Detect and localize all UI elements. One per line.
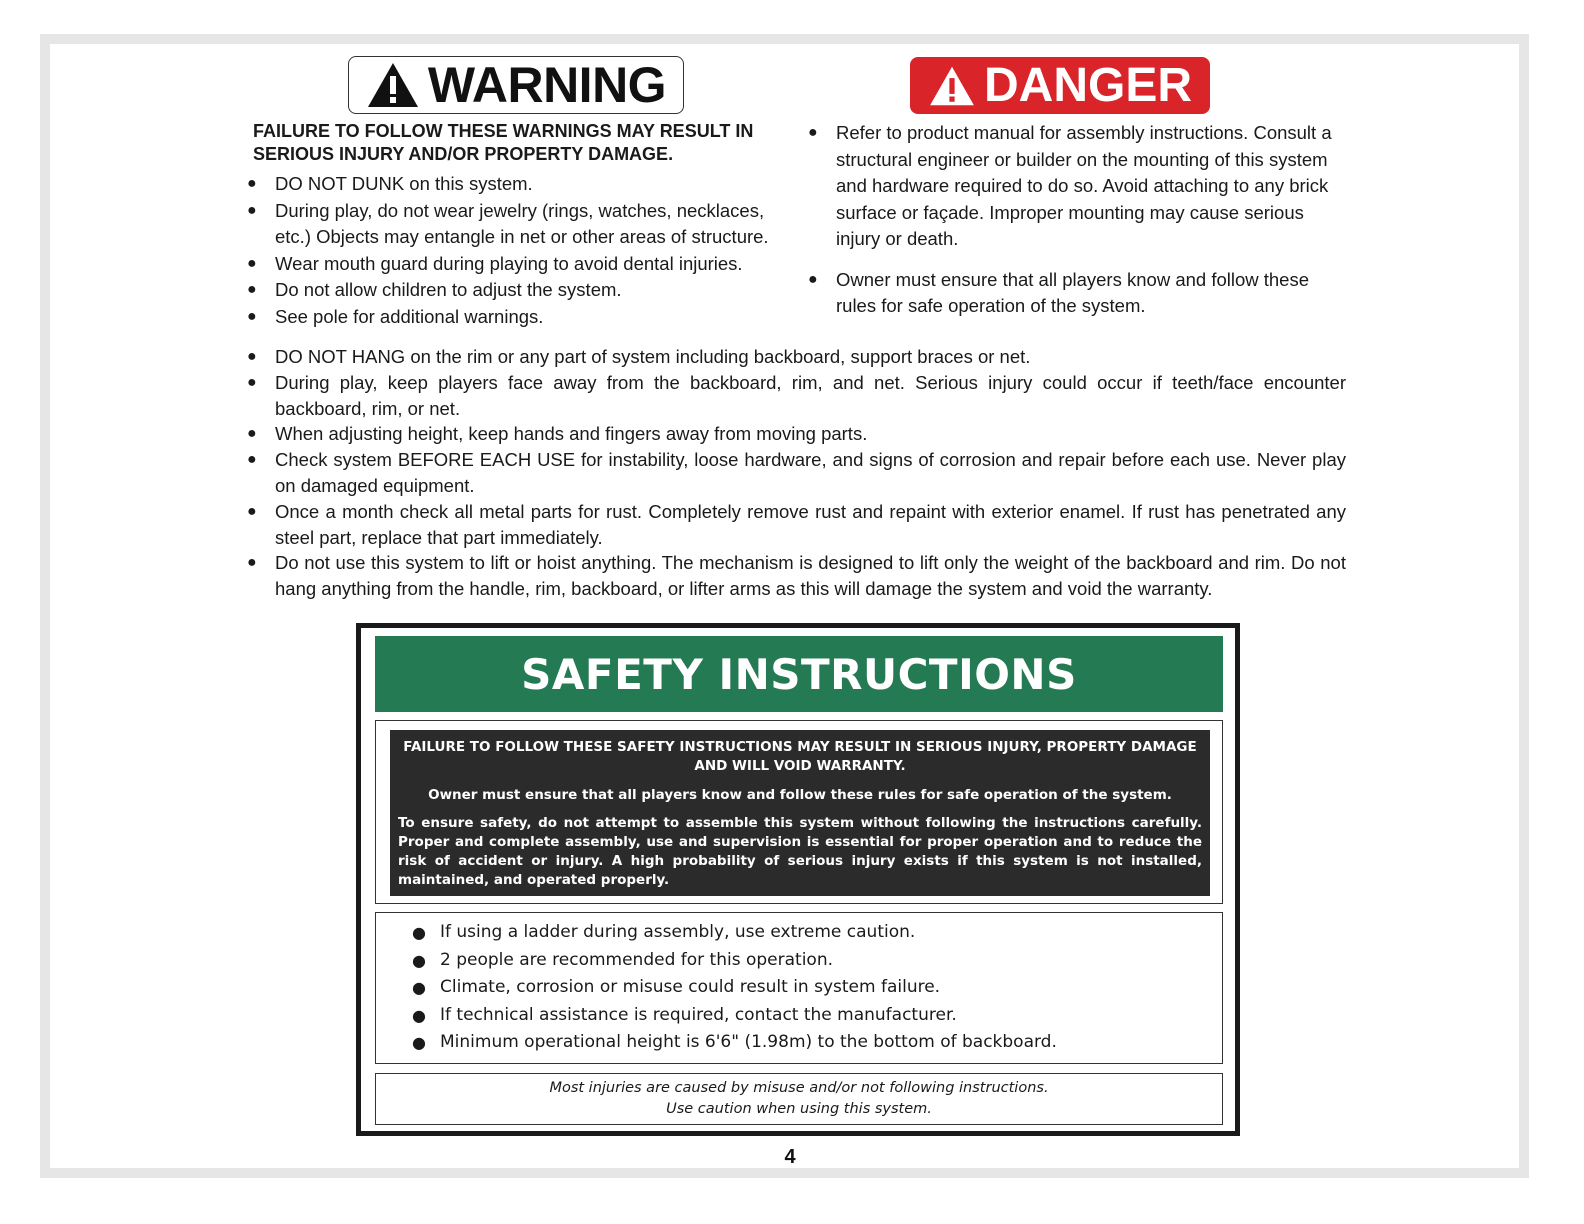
bullet-icon: ● [247,425,257,443]
safety-bullet-frame [375,912,1223,1064]
bullet-icon: ● [808,124,818,141]
warning-sign [348,56,684,114]
list-item: ● If technical assistance is required, contact the manufacturer. [440,1002,1200,1030]
warning-list [247,171,805,330]
list-item: ● Minimum operational height is 6'6" (1.98m) to the bottom of backboard. [440,1029,1200,1057]
bullet-icon: ● [247,254,257,272]
list-item: ● 2 people are recommended for this operation. [440,947,1200,975]
list-item: ● Once a month check all metal parts for rust. Completely remove rust and repaint with exterior enamel. If rust has penetrated any steel part, replace that part immediately. [247,500,1346,548]
list-item: ● DO NOT DUNK on this system. [275,171,805,198]
bullet-icon: ● [247,554,257,572]
list-item: ● If using a ladder during assembly, use extreme caution. [440,919,1200,947]
bullet-icon: ● [247,201,257,219]
list-item: ● Check system BEFORE EACH USE for instability, loose hardware, and signs of corrosion and repair before each use. Never play on damaged equipment. [247,449,1346,496]
safety-title: SAFETY INSTRUCTIONS [521,649,1077,699]
list-item: ● Climate, corrosion or misuse could result in system failure. [440,974,1200,1002]
list-item: ● Owner must ensure that all players know and follow these rules for safe operation of the system. [808,268,1310,316]
warning-triangle-icon [366,61,420,109]
bullet-icon: ● [412,1005,426,1025]
list-item: ● Do not allow children to adjust the system. [275,277,805,304]
list-item: ● Wear mouth guard during playing to avoid dental injuries. [275,251,805,278]
bullet-icon: ● [247,348,257,365]
warning-heading-line2: SERIOUS INJURY AND/OR PROPERTY DAMAGE. [253,144,674,164]
bullet-icon: ● [247,451,257,469]
list-item: ● During play, keep players face away from the backboard, rim, and net. Serious injury could occur if teeth/face encounter backboard, rim, or net. [247,371,1346,419]
bullet-icon: ● [412,950,426,970]
safety-notice-assembly: To ensure safety, do not attempt to assemble this system without following the instructions carefully. Proper and complete assembly, use and supervision is essential for proper operation and to reduce the risk of accident or injury. A high probability of serious injury exists if this system is not installed, maintained, and operated properly. [398,815,1202,888]
danger-label: DANGER [983,58,1192,112]
safety-notice-owner: Owner must ensure that all players know and follow these rules for safe operation of the system. [428,787,1172,803]
list-item: ● See pole for additional warnings. [275,304,805,331]
bullet-icon: ● [412,978,426,997]
list-item: ● During play, do not wear jewelry (rings, watches, necklaces, etc.) Objects may entangle in net or other areas of structure. [247,199,769,247]
safety-header [375,636,1223,712]
bullet-icon: ● [247,307,257,325]
bullet-icon: ● [247,502,257,520]
warning-heading [253,120,793,166]
page-number: 4 [784,1146,796,1168]
list-item: ● When adjusting height, keep hands and fingers away from moving parts. [275,421,1346,447]
list-item: ● DO NOT HANG on the rim or any part of system including backboard, support braces or net. [275,344,1346,370]
safety-footer [375,1073,1223,1125]
bullet-icon: ● [412,923,426,942]
safety-footer-line1: Most injuries are caused by misuse and/or not following instructions. [549,1080,1049,1096]
bullet-icon: ● [247,281,257,298]
safety-footer-line2: Use caution when using this system. [666,1101,932,1117]
warning-heading-line1: FAILURE TO FOLLOW THESE WARNINGS MAY RESULT IN [253,121,754,141]
warning-label: WARNING [427,57,667,113]
bullet-icon: ● [412,1033,426,1052]
bullet-icon: ● [247,373,257,391]
danger-triangle-icon [928,65,976,107]
danger-sign [910,57,1210,114]
safety-instructions-box [356,623,1240,1136]
bullet-icon: ● [808,270,818,288]
danger-list [808,120,1336,334]
safety-list [412,919,1200,1057]
safety-notice-warning: FAILURE TO FOLLOW THESE SAFETY INSTRUCTIONS MAY RESULT IN SERIOUS INJURY, PROPERTY DAMAGE AND WILL VOID WARRANTY. [403,739,1197,774]
list-item: ● Refer to product manual for assembly instructions. Consult a structural engineer or builder on the mounting of this system and hardware required to do so. Avoid attaching to any brick surface or façade. Improper mounting may cause serious injury or death. [808,122,1332,249]
list-item: ● Do not use this system to lift or hoist anything. The mechanism is designed to lift only the weight of the backboard and rim. Do not hang anything from the handle, rim, backboard, or lifter arms as this will damage the system and void the warranty. [247,552,1346,600]
safety-notice [390,730,1210,896]
safety-notice-frame [375,720,1223,904]
bullet-icon: ● [247,175,257,192]
general-warning-list [247,344,1346,602]
